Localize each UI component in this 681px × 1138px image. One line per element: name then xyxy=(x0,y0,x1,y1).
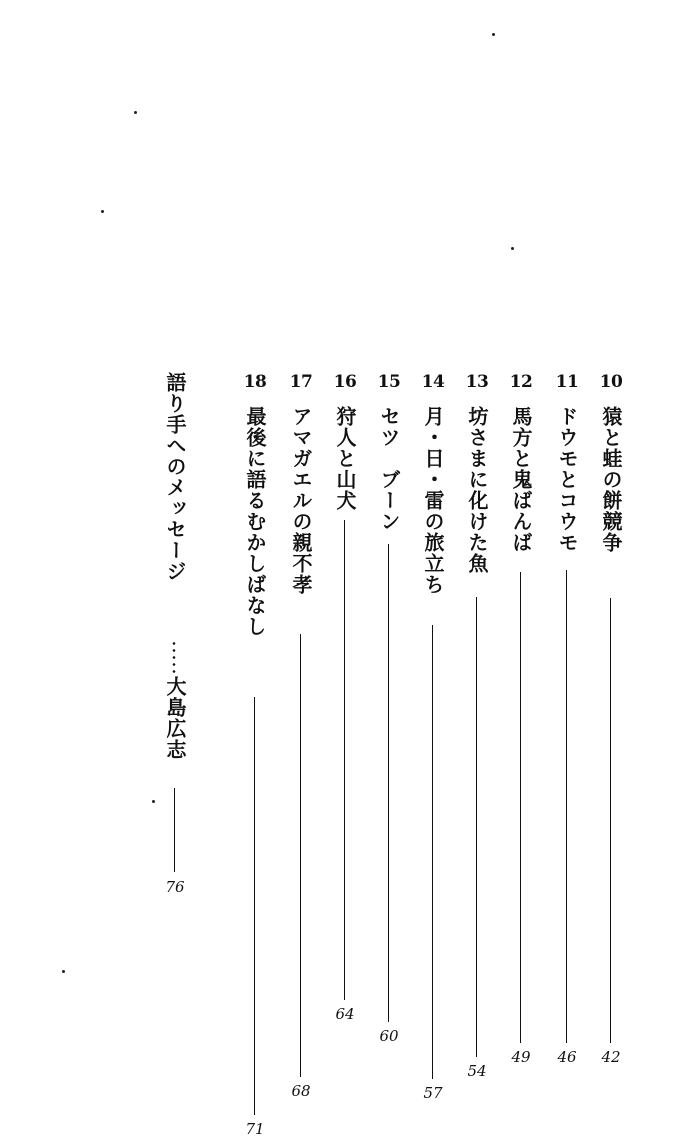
chapter-title: 狩人と山犬 xyxy=(333,406,357,511)
leader-line xyxy=(566,570,567,1043)
chapter-title: アマガエルの親不孝 xyxy=(289,406,313,595)
chapter-number: 10 xyxy=(599,372,623,392)
leader-line xyxy=(476,597,477,1057)
leader-line xyxy=(174,788,175,872)
chapter-title: 月・日・雷の旅立ち xyxy=(421,406,445,595)
scan-speck xyxy=(62,970,65,973)
chapter-title: 最後に語るむかしばなし xyxy=(243,406,267,637)
chapter-number: 17 xyxy=(289,372,313,392)
page-number: 57 xyxy=(423,1084,443,1102)
dotted-leader xyxy=(172,640,176,676)
page-number: 49 xyxy=(511,1048,531,1066)
scan-speck xyxy=(101,210,104,213)
leader-line xyxy=(610,598,611,1043)
chapter-number: 12 xyxy=(509,372,533,392)
chapter-number: 16 xyxy=(333,372,357,392)
chapter-title: 馬方と鬼ばんば xyxy=(509,406,533,553)
page-number: 54 xyxy=(467,1062,487,1080)
chapter-title: セツ ブーン xyxy=(377,406,401,532)
chapter-number: 13 xyxy=(465,372,489,392)
leader-line xyxy=(432,625,433,1079)
page-number: 71 xyxy=(245,1120,265,1138)
chapter-number: 15 xyxy=(377,372,401,392)
chapter-title: 坊さまに化けた魚 xyxy=(465,406,489,574)
afterword-author: 大島広志 xyxy=(163,676,187,760)
leader-line xyxy=(520,572,521,1043)
afterword-title: 語り手へのメッセージ xyxy=(163,372,187,582)
page-number: 68 xyxy=(291,1082,311,1100)
chapter-title: ドウモとコウモ xyxy=(555,406,579,553)
scan-speck xyxy=(492,33,495,36)
scan-speck xyxy=(134,111,137,114)
page-number: 64 xyxy=(335,1005,355,1023)
leader-line xyxy=(344,520,345,1000)
leader-line xyxy=(254,697,255,1115)
chapter-number: 14 xyxy=(421,372,445,392)
page-number: 76 xyxy=(165,878,185,896)
leader-line xyxy=(388,544,389,1022)
chapter-title: 猿と蛙の餅競争 xyxy=(599,406,623,553)
chapter-number: 11 xyxy=(555,372,579,392)
page-number: 60 xyxy=(379,1027,399,1045)
scan-speck xyxy=(511,247,514,250)
leader-line xyxy=(300,634,301,1077)
page-number: 46 xyxy=(557,1048,577,1066)
scan-speck xyxy=(152,800,155,803)
page-number: 42 xyxy=(601,1048,621,1066)
chapter-number: 18 xyxy=(243,372,267,392)
